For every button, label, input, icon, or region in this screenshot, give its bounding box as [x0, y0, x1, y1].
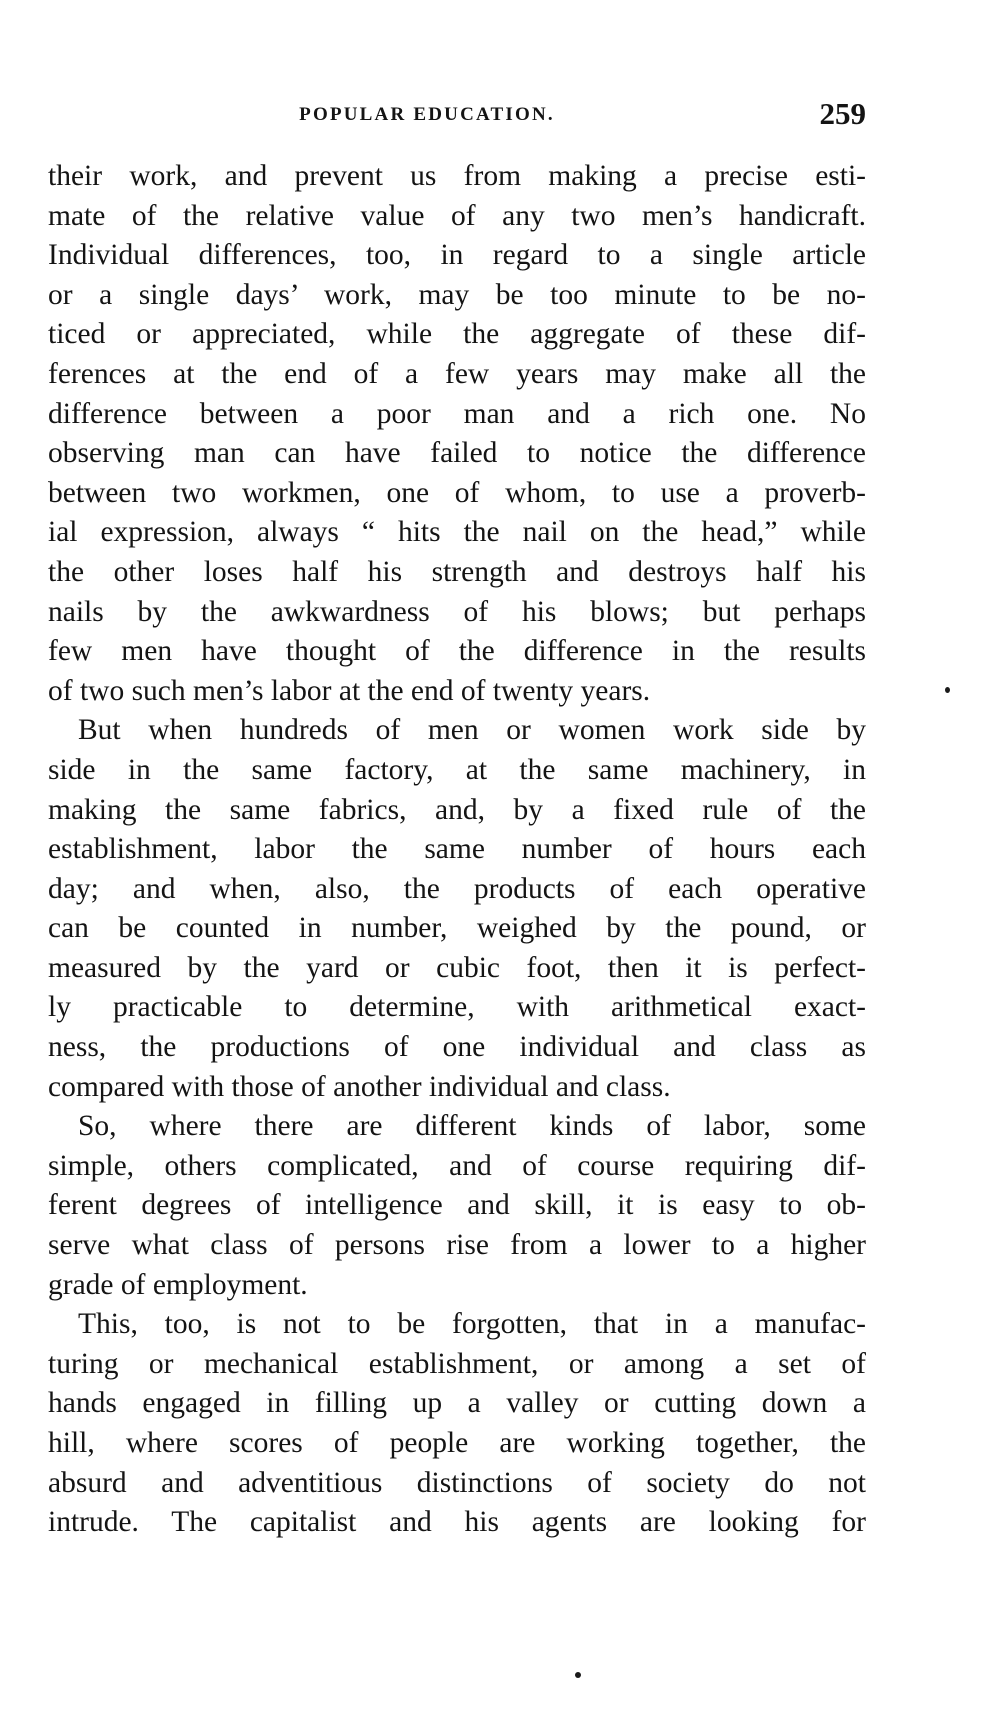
text-line: nails by the awkwardness of his blows; but perhaps	[48, 595, 866, 628]
text-line: ness, the productions of one individual and class as	[48, 1031, 866, 1064]
body-text	[48, 157, 866, 1543]
text-line: few men have thought of the difference in the results	[48, 635, 866, 668]
text-line: making the same fabrics, and, by a fixed rule of the	[48, 793, 866, 826]
paragraph-end-line: of two such men’s labor at the end of twenty years.	[48, 674, 651, 707]
text-line: difference between a poor man and a rich one. No	[48, 397, 866, 430]
text-line: ticed or appreciated, while the aggregate of these dif-	[48, 318, 866, 351]
paragraph-first-line: This, too, is not to be forgotten, that in a manufac-	[78, 1308, 866, 1341]
paragraph-end-line: compared with those of another individual and class.	[48, 1070, 671, 1103]
text-line: mate of the relative value of any two men’s handicraft.	[48, 199, 866, 232]
text-line: or a single days’ work, may be too minute to be no-	[48, 278, 866, 311]
text-line: turing or mechanical establishment, or among a set of	[48, 1347, 866, 1380]
text-line: side in the same factory, at the same machinery, in	[48, 753, 866, 786]
text-line: hands engaged in filling up a valley or cutting down a	[48, 1387, 866, 1420]
paragraph-end-line: grade of employment.	[48, 1268, 308, 1301]
text-line: the other loses half his strength and destroys half his	[48, 555, 866, 588]
text-line: Individual differences, too, in regard to a single article	[48, 239, 866, 272]
text-line: day; and when, also, the products of each operative	[48, 872, 866, 905]
paragraph-first-line: So, where there are different kinds of labor, some	[78, 1110, 866, 1143]
text-line: ferent degrees of intelligence and skill, it is easy to ob-	[48, 1189, 866, 1222]
paragraph-first-line: But when hundreds of men or women work side by	[78, 714, 866, 747]
text-line: simple, others complicated, and of course requiring dif-	[48, 1149, 866, 1182]
text-line: absurd and adventitious distinctions of society do not	[48, 1466, 866, 1499]
text-line: ial expression, always “ hits the nail on the head,” while	[48, 516, 866, 549]
text-line: measured by the yard or cubic foot, then it is perfect-	[48, 951, 866, 984]
running-title: POPULAR EDUCATION.	[299, 104, 555, 125]
text-line: their work, and prevent us from making a precise esti-	[48, 160, 866, 192]
running-head	[48, 96, 866, 136]
text-line: can be counted in number, weighed by the pound, or	[48, 912, 866, 945]
page-number: 259	[819, 96, 866, 131]
text-line: between two workmen, one of whom, to use a proverb-	[48, 476, 866, 509]
text-line: ly practicable to determine, with arithmetical exact-	[48, 991, 866, 1024]
text-line: hill, where scores of people are working together, the	[48, 1427, 866, 1459]
text-line: establishment, labor the same number of hours each	[48, 833, 866, 866]
ink-speck	[945, 687, 950, 693]
text-line: serve what class of persons rise from a lower to a higher	[48, 1229, 866, 1262]
text-line: observing man can have failed to notice the difference	[48, 437, 866, 470]
text-line: intrude. The capitalist and his agents are looking for	[48, 1506, 866, 1539]
ink-speck	[575, 1672, 581, 1678]
text-line: ferences at the end of a few years may make all the	[48, 357, 866, 390]
